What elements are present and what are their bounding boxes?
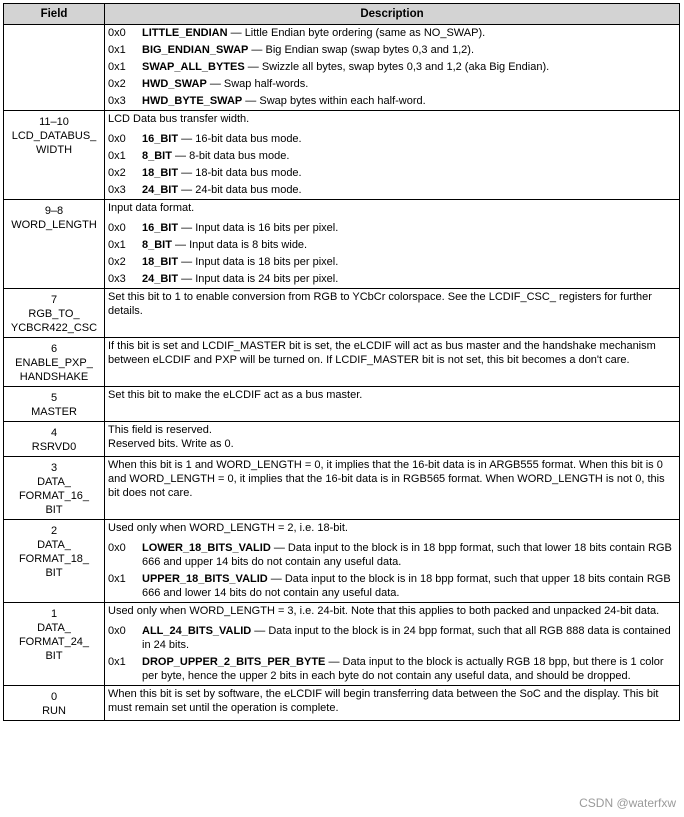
field-name-line: FORMAT_24_ (18, 636, 90, 648)
table-row (4, 289, 680, 338)
field-name-line: WORD_LENGTH (11, 219, 97, 231)
table-row (4, 25, 680, 111)
option-name: UPPER_18_BITS_VALID (142, 573, 268, 585)
option-text: Data input to the block is in 18 bpp format, such that lower 18 bits contain RGB 666 and upper 14 bits do not contain any useful data. (142, 542, 672, 568)
field-name-line: 3 (50, 462, 58, 474)
field-name-line: HANDSHAKE (19, 371, 89, 383)
option-text: Input data is 16 bits per pixel. (195, 222, 339, 234)
option-item (108, 541, 676, 569)
option-separator: — (206, 78, 224, 90)
field-name-line: 4 (50, 427, 58, 439)
option-code: 0x1 (108, 239, 126, 251)
option-name: 18_BIT (142, 167, 179, 179)
option-item (108, 238, 676, 252)
option-text: 8-bit data bus mode. (189, 150, 290, 162)
option-description (142, 655, 676, 683)
option-item (108, 77, 676, 91)
option-item (108, 60, 676, 74)
option-description (142, 255, 676, 269)
option-list (108, 26, 676, 108)
option-code: 0x1 (108, 573, 126, 585)
description-cell (105, 387, 680, 422)
option-description (142, 149, 676, 163)
option-name: LOWER_18_BITS_VALID (142, 542, 271, 554)
field-name-line: 7 (50, 294, 58, 306)
option-text: Swizzle all bytes, swap bytes 0,3 and 1,2 (aka Big Endian). (261, 61, 550, 73)
option-description (142, 132, 676, 146)
option-code: 0x0 (108, 542, 126, 554)
option-description (142, 272, 676, 286)
field-name-line: DATA_ (37, 476, 71, 488)
option-description (142, 43, 676, 57)
table-body (4, 25, 680, 721)
option-description (142, 26, 676, 40)
description-cell (105, 603, 680, 686)
option-text: 18-bit data bus mode. (195, 167, 302, 179)
option-code: 0x2 (108, 167, 126, 179)
option-item (108, 255, 676, 269)
option-text: Data input to the block is in 18 bpp format, such that upper 18 bits contain RGB 666 and lower 14 bits do not contain any useful data. (142, 573, 671, 599)
field-cell (4, 422, 105, 457)
option-text: Swap bytes within each half-word. (259, 95, 426, 107)
option-description (142, 183, 676, 197)
option-item (108, 272, 676, 286)
option-separator: — (178, 222, 196, 234)
register-field-table (3, 3, 680, 721)
field-name-line: MASTER (31, 406, 77, 418)
option-name: HWD_SWAP (142, 78, 207, 90)
description-text: When this bit is 1 and WORD_LENGTH = 0, it implies that the 16-bit data is in ARGB555 format. When this bit is 0 and WORD_LENGTH = 0, it implies that the 16-bit data is in RGB565 format. When WORD_LENGTH is not 0, this bit does not care. (108, 459, 665, 499)
option-text: Big Endian swap (swap bytes 0,3 and 1,2). (265, 44, 474, 56)
option-item (108, 655, 676, 683)
option-name: 16_BIT (142, 222, 179, 234)
field-cell (4, 686, 105, 721)
field-name-line: 5 (50, 392, 58, 404)
option-code: 0x0 (108, 27, 126, 39)
description-text: This field is reserved. (108, 424, 212, 436)
option-code: 0x1 (108, 656, 126, 668)
description-cell (105, 520, 680, 603)
option-description (142, 572, 676, 600)
field-name-line: RUN (42, 705, 66, 717)
option-name: SWAP_ALL_BYTES (142, 61, 245, 73)
description-cell (105, 338, 680, 387)
option-item (108, 624, 676, 652)
field-cell (4, 289, 105, 338)
option-separator: — (171, 150, 190, 162)
table-row (4, 200, 680, 289)
table-header-row (4, 4, 680, 25)
option-separator: — (227, 27, 245, 39)
option-separator: — (325, 656, 343, 668)
watermark: CSDN @waterfxw (579, 796, 676, 810)
table-row (4, 603, 680, 686)
field-name-line: 2 (50, 525, 58, 537)
field-name-line: ENABLE_PXP_ (15, 357, 93, 369)
description-cell (105, 289, 680, 338)
option-description (142, 94, 676, 108)
field-name-line: FORMAT_18_ (18, 553, 90, 565)
option-description (142, 77, 676, 91)
option-separator: — (178, 184, 196, 196)
table-row (4, 520, 680, 603)
field-cell (4, 387, 105, 422)
option-list (108, 221, 676, 286)
description-text: If this bit is set and LCDIF_MASTER bit is set, the eLCDIF will act as bus master and the handshake mechanism between eLCDIF and PXP will be turned on. If LCDIF_MASTER bit is not set, this bit becomes a don't care. (108, 340, 656, 366)
field-cell (4, 457, 105, 520)
field-cell (4, 200, 105, 289)
option-name: BIG_ENDIAN_SWAP (142, 44, 249, 56)
option-name: DROP_UPPER_2_BITS_PER_BYTE (142, 656, 326, 668)
field-cell (4, 520, 105, 603)
description-cell (105, 111, 680, 200)
option-separator: — (178, 256, 196, 268)
field-name-line: 9–8 (44, 205, 64, 217)
description-cell (105, 200, 680, 289)
description-text: Input data format. (108, 202, 195, 214)
option-code: 0x1 (108, 44, 126, 56)
option-item (108, 221, 676, 235)
option-description (142, 238, 676, 252)
option-name: 8_BIT (142, 239, 172, 251)
table-row (4, 686, 680, 721)
option-item (108, 94, 676, 108)
description-text: Used only when WORD_LENGTH = 3, i.e. 24-bit. Note that this applies to both packed and unpacked 24-bit data. (108, 605, 660, 617)
description-text: When this bit is set by software, the eLCDIF will begin transferring data between the SoC and the display. This bit must remain set until the operation is complete. (108, 688, 659, 714)
option-name: 24_BIT (142, 273, 179, 285)
option-code: 0x2 (108, 256, 126, 268)
option-name: 16_BIT (142, 133, 179, 145)
option-text: Input data is 18 bits per pixel. (195, 256, 339, 268)
option-separator: — (248, 44, 266, 56)
option-text: Data input to the block is in 24 bpp format, such that all RGB 888 data is contained in 24 bits. (142, 625, 671, 651)
field-name-line: 0 (50, 691, 58, 703)
option-separator: — (242, 95, 260, 107)
field-name-line: DATA_ (37, 622, 71, 634)
option-item (108, 183, 676, 197)
option-code: 0x1 (108, 150, 126, 162)
option-separator: — (267, 573, 285, 585)
field-name-line: 1 (50, 608, 58, 620)
field-cell (4, 603, 105, 686)
option-list (108, 624, 676, 683)
option-text: Data input to the block is actually RGB 18 bpp, but there is 1 color per byte, hence the upper 2 bits in each byte do not contain any useful data, and should be dropped. (142, 656, 664, 682)
option-name: 24_BIT (142, 184, 179, 196)
field-name-line: BIT (45, 650, 63, 662)
field-name-line: DATA_ (37, 539, 71, 551)
option-name: ALL_24_BITS_VALID (142, 625, 252, 637)
header-field: Field (4, 4, 105, 25)
header-description: Description (105, 4, 680, 25)
option-list (108, 132, 676, 197)
option-description (142, 60, 676, 74)
field-name-line: RSRVD0 (31, 441, 77, 453)
description-cell (105, 25, 680, 111)
field-name-line: BIT (45, 504, 63, 516)
option-code: 0x2 (108, 78, 126, 90)
option-text: 16-bit data bus mode. (195, 133, 302, 145)
option-item (108, 166, 676, 180)
field-name-line: YCBCR422_CSC (10, 322, 98, 334)
field-name-line: RGB_TO_ (28, 308, 80, 320)
field-name-line: BIT (45, 567, 63, 579)
description-cell (105, 422, 680, 457)
table-row (4, 457, 680, 520)
option-description (142, 624, 676, 652)
option-text: Little Endian byte ordering (same as NO_SWAP). (244, 27, 486, 39)
option-text: Input data is 24 bits per pixel. (195, 273, 339, 285)
option-separator: — (244, 61, 262, 73)
option-code: 0x0 (108, 222, 126, 234)
option-separator: — (270, 542, 288, 554)
option-description (142, 166, 676, 180)
description-cell (105, 686, 680, 721)
option-description (142, 541, 676, 569)
option-text: 24-bit data bus mode. (195, 184, 302, 196)
table-row (4, 338, 680, 387)
option-name: LITTLE_ENDIAN (142, 27, 228, 39)
option-separator: — (171, 239, 190, 251)
field-name-line: LCD_DATABUS_ (11, 130, 97, 142)
option-name: 18_BIT (142, 256, 179, 268)
table-row (4, 387, 680, 422)
field-name-line: WIDTH (35, 144, 73, 156)
field-cell (4, 111, 105, 200)
option-code: 0x0 (108, 625, 126, 637)
table-row (4, 422, 680, 457)
option-item (108, 26, 676, 40)
option-item (108, 149, 676, 163)
option-code: 0x1 (108, 61, 126, 73)
field-cell (4, 338, 105, 387)
description-text: Used only when WORD_LENGTH = 2, i.e. 18-bit. (108, 522, 348, 534)
option-separator: — (178, 167, 196, 179)
field-name-line: FORMAT_16_ (18, 490, 90, 502)
field-name-line: 6 (50, 343, 58, 355)
option-code: 0x3 (108, 184, 126, 196)
table-row (4, 111, 680, 200)
option-code: 0x0 (108, 133, 126, 145)
field-name-line: 11–10 (39, 116, 69, 128)
option-list (108, 541, 676, 600)
option-item (108, 132, 676, 146)
option-item (108, 43, 676, 57)
option-code: 0x3 (108, 273, 126, 285)
option-item (108, 572, 676, 600)
option-separator: — (178, 133, 196, 145)
description-text: Set this bit to make the eLCDIF act as a bus master. (108, 389, 363, 401)
option-description (142, 221, 676, 235)
option-code: 0x3 (108, 95, 126, 107)
description-cell (105, 457, 680, 520)
option-separator: — (178, 273, 196, 285)
description-text: Reserved bits. Write as 0. (108, 438, 234, 450)
option-name: 8_BIT (142, 150, 172, 162)
field-cell (4, 25, 105, 111)
description-text: LCD Data bus transfer width. (108, 113, 250, 125)
option-text: Swap half-words. (223, 78, 309, 90)
option-separator: — (251, 625, 269, 637)
option-name: HWD_BYTE_SWAP (142, 95, 243, 107)
option-text: Input data is 8 bits wide. (189, 239, 308, 251)
description-text: Set this bit to 1 to enable conversion from RGB to YCbCr colorspace. See the LCDIF_CSC_ registers for further details. (108, 291, 652, 317)
